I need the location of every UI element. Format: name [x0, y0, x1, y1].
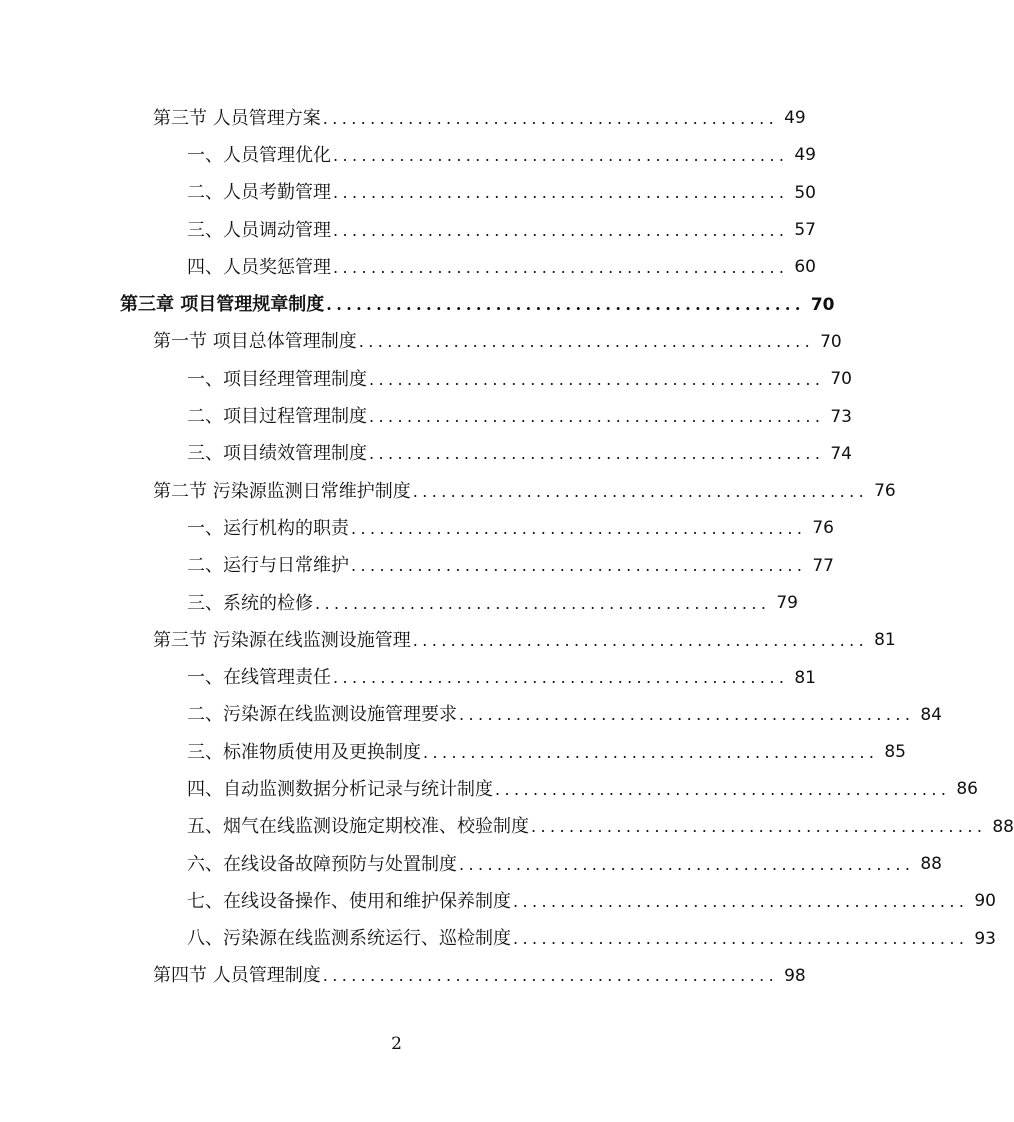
toc-entry-title: 第四节 人员管理制度	[153, 965, 321, 987]
toc-dot-leader: ................................................	[369, 444, 825, 464]
toc-entry-page: 77	[812, 555, 834, 576]
toc-entry-title: 一、人员管理优化	[187, 144, 331, 166]
toc-entry-title: 二、污染源在线监测设施管理要求	[187, 704, 457, 726]
toc-entry-page: 88	[992, 816, 1014, 837]
toc-entry-title: 一、项目经理管理制度	[187, 368, 367, 390]
toc-entry-title: 四、自动监测数据分析记录与统计制度	[187, 778, 493, 800]
toc-entry-section[interactable]	[153, 100, 806, 137]
toc-entry-page: 90	[974, 891, 996, 912]
toc-entry-page: 70	[820, 331, 842, 352]
toc-entry-item[interactable]	[187, 659, 816, 696]
toc-entry-item[interactable]	[187, 175, 816, 212]
toc-dot-leader: ................................................	[326, 295, 805, 315]
toc-dot-leader: ................................................	[459, 705, 915, 725]
toc-dot-leader: ................................................	[369, 369, 825, 389]
toc-entry-page: 49	[784, 108, 806, 129]
toc-entry-item[interactable]	[187, 361, 852, 398]
toc-entry-section[interactable]	[153, 473, 896, 510]
toc-entry-page: 88	[920, 854, 942, 875]
toc-entry-page: 81	[874, 630, 896, 651]
toc-dot-leader: ................................................	[369, 407, 825, 427]
toc-entry-page: 49	[794, 145, 816, 166]
toc-dot-leader: ................................................	[459, 854, 915, 874]
toc-dot-leader: ................................................	[531, 817, 987, 837]
toc-dot-leader: ................................................	[315, 593, 771, 613]
toc-entry-item[interactable]	[187, 883, 996, 920]
toc-entry-section[interactable]	[153, 622, 896, 659]
toc-entry-page: 70	[810, 294, 835, 315]
toc-entry-title: 第一节 项目总体管理制度	[153, 331, 357, 353]
toc-dot-leader: ................................................	[495, 779, 951, 799]
toc-entry-page: 86	[956, 779, 978, 800]
toc-entry-title: 第二节 污染源监测日常维护制度	[153, 480, 411, 502]
toc-entry-page: 76	[812, 518, 834, 539]
toc-entry-chapter[interactable]	[120, 286, 835, 323]
toc-dot-leader: ................................................	[322, 966, 779, 986]
toc-entry-title: 六、在线设备故障预防与处置制度	[187, 853, 457, 875]
toc-dot-leader: ................................................	[412, 481, 869, 501]
toc-entry-section[interactable]	[153, 958, 806, 995]
toc-entry-item[interactable]	[187, 212, 816, 249]
toc-dot-leader: ................................................	[333, 668, 789, 688]
toc-dot-leader: ................................................	[513, 929, 969, 949]
toc-dot-leader: ................................................	[333, 145, 789, 165]
toc-entry-title: 七、在线设备操作、使用和维护保养制度	[187, 890, 511, 912]
toc-entry-page: 73	[830, 406, 852, 427]
toc-dot-leader: ................................................	[358, 332, 815, 352]
toc-entry-item[interactable]	[187, 137, 816, 174]
toc-entry-title: 五、烟气在线监测设施定期校准、校验制度	[187, 816, 529, 838]
toc-entry-page: 81	[794, 667, 816, 688]
toc-entry-section[interactable]	[153, 324, 842, 361]
page-number: 2	[391, 1034, 402, 1054]
toc-entry-title: 三、系统的检修	[187, 592, 313, 614]
toc-dot-leader: ................................................	[412, 630, 869, 650]
toc-dot-leader: ................................................	[513, 891, 969, 911]
toc-entry-title: 二、运行与日常维护	[187, 555, 349, 577]
toc-dot-leader: ................................................	[351, 556, 807, 576]
toc-entry-title: 三、项目绩效管理制度	[187, 443, 367, 465]
toc-entry-page: 79	[776, 593, 798, 613]
toc-entry-item[interactable]	[187, 510, 834, 547]
toc-entry-item[interactable]	[187, 921, 996, 958]
toc-entry-item[interactable]	[187, 846, 942, 883]
toc-entry-title: 第三章 项目管理规章制度	[120, 294, 325, 316]
toc-entry-title: 第三节 污染源在线监测设施管理	[153, 629, 411, 651]
toc-entry-item[interactable]	[187, 734, 906, 771]
toc-entry-page: 74	[830, 443, 852, 464]
toc-entry-item[interactable]	[187, 548, 834, 585]
table-of-contents	[0, 100, 1014, 995]
toc-dot-leader: ................................................	[322, 108, 779, 128]
toc-entry-page: 60	[794, 257, 816, 278]
toc-entry-title: 第三节 人员管理方案	[153, 107, 321, 129]
toc-entry-page: 85	[884, 742, 906, 763]
toc-entry-title: 一、在线管理责任	[187, 667, 331, 689]
toc-entry-title: 三、标准物质使用及更换制度	[187, 741, 421, 763]
toc-dot-leader: ................................................	[351, 518, 807, 538]
toc-dot-leader: ................................................	[333, 257, 789, 277]
toc-entry-page: 70	[830, 369, 852, 390]
toc-entry-item[interactable]	[187, 809, 1014, 846]
toc-entry-item[interactable]	[187, 771, 978, 808]
toc-entry-page: 93	[974, 928, 996, 949]
toc-entry-item[interactable]	[187, 697, 942, 734]
toc-entry-page: 84	[920, 704, 942, 725]
toc-dot-leader: ................................................	[333, 220, 789, 240]
toc-entry-title: 三、人员调动管理	[187, 219, 331, 241]
toc-dot-leader: ................................................	[333, 183, 789, 203]
toc-entry-title: 一、运行机构的职责	[187, 517, 349, 539]
toc-dot-leader: ................................................	[423, 742, 879, 762]
toc-entry-title: 二、项目过程管理制度	[187, 406, 367, 428]
toc-entry-item[interactable]	[187, 398, 852, 435]
toc-entry-title: 八、污染源在线监测系统运行、巡检制度	[187, 928, 511, 950]
toc-entry-item[interactable]	[187, 249, 816, 286]
toc-entry-item[interactable]	[187, 436, 852, 473]
toc-entry-page: 76	[874, 481, 896, 502]
toc-entry-page: 98	[784, 965, 806, 986]
toc-entry-item[interactable]	[187, 585, 798, 622]
toc-entry-title: 四、人员奖惩管理	[187, 256, 331, 278]
toc-entry-title: 二、人员考勤管理	[187, 182, 331, 204]
toc-entry-page: 57	[794, 220, 816, 241]
toc-entry-page: 50	[794, 182, 816, 203]
